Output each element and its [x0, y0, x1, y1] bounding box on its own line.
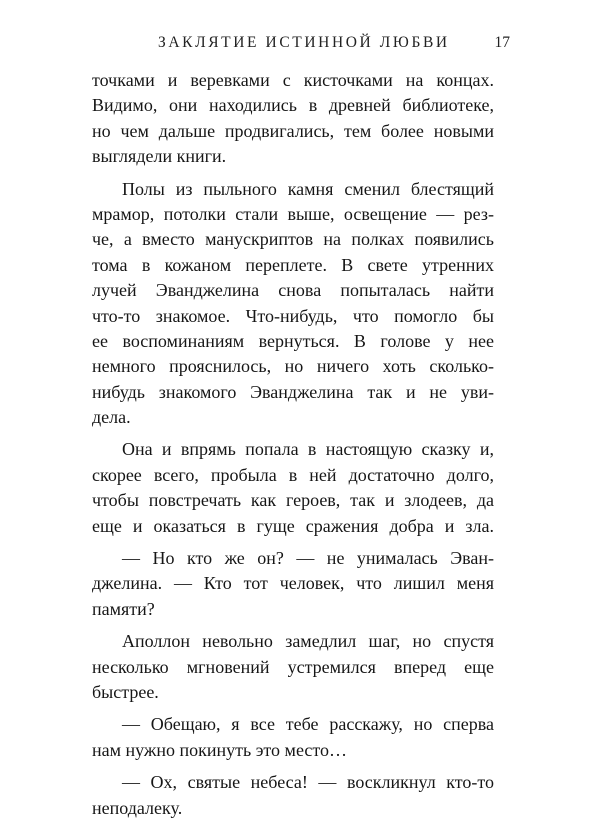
text-line: еще и оказаться в гуще сражения добра и зла.: [92, 515, 494, 536]
text-line: выглядели книги.: [92, 146, 227, 167]
text-line: Аполлон невольно замедлил шаг, но спустя: [122, 631, 494, 652]
text-line: джелина. — Кто тот человек, что лишил меня: [92, 573, 494, 594]
page-number: 17: [494, 34, 510, 51]
text-line: быстрее.: [92, 681, 159, 702]
text-line: немного прояснилось, но ничего хоть сколько-: [92, 356, 494, 377]
text-line: че, а вместо манускриптов на полках появились: [92, 229, 494, 250]
text-line: ее воспоминаниям вернуться. В голове у нее: [92, 330, 494, 351]
text-line: мрамор, потолки стали выше, освещение — рез-: [92, 203, 494, 224]
text-line: тома в кожаном переплете. В свете утренних: [92, 254, 494, 275]
text-line: несколько мгновений устремился вперед еще: [92, 656, 494, 677]
text-line: Полы из пыльного камня сменил блестящий: [122, 178, 494, 199]
text-line: Видимо, они находились в древней библиотеке,: [92, 95, 494, 116]
text-line: дела.: [92, 407, 131, 428]
text-line: — Обещаю, я все тебе расскажу, но сперва: [122, 714, 494, 735]
text-line: нам нужно покинуть это место…: [92, 739, 347, 760]
running-head: [90, 34, 510, 56]
body-text: [92, 68, 494, 821]
text-line: скорее всего, пробыла в ней достаточно долго,: [92, 464, 494, 485]
text-line: Она и впрямь попала в настоящую сказку и,: [122, 439, 494, 460]
text-line: чтобы повстречать как героев, так и злодеев, да: [92, 490, 494, 511]
text-line: лучей Эванджелина снова попыталась найти: [92, 280, 494, 301]
text-line: что-то знакомое. Что-нибудь, что помогло бы: [92, 305, 494, 326]
text-line: нибудь знакомого Эванджелина так и не уви-: [92, 381, 494, 402]
text-line: неподалеку.: [92, 797, 183, 818]
text-line: но чем дальше продвигались, тем более новыми: [92, 120, 494, 141]
text-line: — Ох, святые небеса! — воскликнул кто-то: [122, 772, 494, 793]
text-line: точками и веревками с кисточками на концах.: [92, 70, 494, 90]
text-line: — Но кто же он? — не унималась Эван-: [122, 548, 494, 569]
running-title: ЗАКЛЯТИЕ ИСТИННОЙ ЛЮБВИ: [158, 34, 450, 51]
text-line: памяти?: [92, 598, 155, 619]
